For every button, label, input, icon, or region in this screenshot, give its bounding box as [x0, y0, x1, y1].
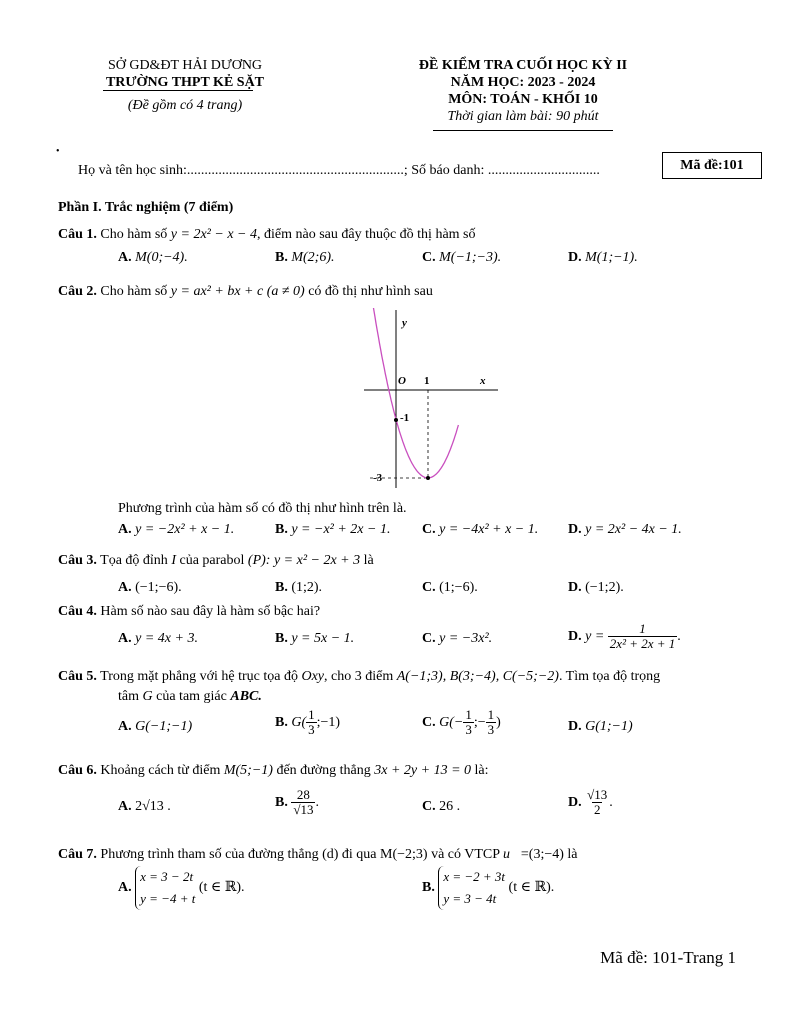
q1-option-b[interactable]: B. M(2;6). — [275, 250, 335, 265]
question-3: Câu 3. Tọa độ đỉnh I của parabol (P): y = x² − 2x + 3 là — [58, 553, 374, 568]
q4-option-b[interactable]: B. y = 5x − 1. — [275, 631, 355, 646]
pages-note: (Đề gồm có 4 trang) — [127, 98, 243, 113]
q4-option-d[interactable]: D. y = $\frac{1}{\text{2x² + 2x + 1}}$ . — [568, 621, 681, 652]
q5-option-a[interactable]: A. G(−1;−1) — [118, 719, 193, 734]
tick-y-neg1: -1 — [400, 412, 410, 424]
header-left — [60, 57, 310, 114]
header-left-underline — [103, 90, 253, 91]
question-2: Câu 2. Cho hàm số y = ax² + bx + c (a ≠ 0) có đồ thị như hình sau — [58, 284, 433, 299]
q2-option-c[interactable]: C. y = −4x² + x − 1. — [422, 522, 539, 537]
q2-formula: y = ax² + bx + c (a ≠ 0) — [170, 284, 305, 299]
q2-option-d[interactable]: D. y = 2x² − 4x − 1. — [568, 522, 682, 537]
question-6: Câu 6. Khoảng cách từ điểm M(5;−1) đến đường thẳng 3x + 2y + 13 = 0 là: — [58, 763, 489, 778]
q4-option-c[interactable]: C. y = −3x². — [422, 631, 493, 646]
origin-label: O — [398, 375, 406, 387]
q2-after-text: Phương trình của hàm số có đồ thị như hình trên là. — [118, 501, 407, 516]
header-right-underline — [433, 130, 613, 131]
q2-option-b[interactable]: B. y = −x² + 2x − 1. — [275, 522, 391, 537]
q6-option-a[interactable]: A. 2√13 . — [118, 799, 171, 814]
exam-year: NĂM HỌC: 2023 - 2024 — [450, 75, 596, 90]
q4-option-a[interactable]: A. y = 4x + 3. — [118, 631, 198, 646]
x-axis-label: x — [480, 375, 486, 387]
dept-name: SỞ GD&ĐT HẢI DƯƠNG — [107, 58, 263, 73]
q2-option-a[interactable]: A. y = −2x² + x − 1. — [118, 522, 235, 537]
question-7: Câu 7. Phương trình tham số của đường thẳng (d) đi qua M(−2;3) và có VTCP u⃗=(3;−4) là — [58, 847, 578, 862]
question-5-line2: tâm G của tam giác ABC. — [118, 689, 262, 704]
parabola-graph — [360, 308, 500, 488]
question-4: Câu 4. Hàm số nào sau đây là hàm số bậc hai? — [58, 604, 321, 619]
student-info-line: Họ và tên học sinh:..............................................................; Số báo danh: ................................ — [78, 163, 600, 178]
question-1: Câu 1. Cho hàm số y = 2x² − x − 4, điểm nào sau đây thuộc đồ thị hàm số — [58, 227, 476, 242]
tick-y-neg3: -3 — [373, 472, 383, 484]
q6-option-d[interactable]: D. $\frac{√13}{2}$ . — [568, 787, 613, 818]
q3-option-d[interactable]: D. (−1;2). — [568, 580, 624, 595]
q3-option-b[interactable]: B. (1;2). — [275, 580, 323, 595]
page-footer: Mã đề: 101-Trang 1 — [600, 948, 736, 967]
q3-formula: (P): y = x² − 2x + 3 — [247, 553, 361, 568]
tick-x-1: 1 — [424, 375, 430, 387]
q1-formula: y = 2x² − x − 4 — [170, 227, 257, 242]
point-0-neg1 — [394, 418, 398, 422]
exam-code-box: Mã đề:101 — [662, 152, 762, 179]
q7-option-a[interactable]: A. x = 3 − 2t y = −4 + t (t ∈ ℝ). — [118, 866, 245, 910]
dot-mark: • — [56, 146, 60, 157]
q6-option-c[interactable]: C. 26 . — [422, 799, 461, 814]
q3-option-a[interactable]: A. (−1;−6). — [118, 580, 182, 595]
q5-option-c[interactable]: C. G(− $\frac{1}{3}$ ;− $\frac{1}{3}$ ) — [422, 707, 501, 738]
q6-option-b[interactable]: B. $\frac{28}{√13}$ . — [275, 787, 319, 818]
q1-option-a[interactable]: A. M(0;−4). — [118, 250, 188, 265]
q5-option-d[interactable]: D. G(1;−1) — [568, 719, 633, 734]
y-axis-label: y — [402, 317, 407, 329]
header-right — [396, 57, 650, 125]
q5-option-b[interactable]: B. G( $\frac{1}{3}$ ;−1) — [275, 707, 341, 738]
exam-time: Thời gian làm bài: 90 phút — [447, 109, 599, 124]
school-name: TRƯỜNG THPT KẺ SẶT — [105, 75, 265, 90]
q1-option-c[interactable]: C. M(−1;−3). — [422, 250, 502, 265]
parabola-curve — [366, 308, 459, 478]
question-5: Câu 5. Trong mặt phẳng với hệ trục tọa độ Oxy, cho 3 điểm A(−1;3), B(3;−4), C(−5;−2). Tìm tọa độ trọng — [58, 669, 661, 684]
q7-option-b[interactable]: B. x = −2 + 3t y = 3 − 4t (t ∈ ℝ). — [422, 866, 554, 910]
vertex-point — [426, 476, 430, 480]
q3-option-c[interactable]: C. (1;−6). — [422, 580, 478, 595]
q1-option-d[interactable]: D. M(1;−1). — [568, 250, 638, 265]
exam-subject: MÔN: TOÁN - KHỐI 10 — [448, 92, 598, 107]
exam-title: ĐỀ KIỂM TRA CUỐI HỌC KỲ II — [418, 58, 628, 73]
part1-title: Phần I. Trắc nghiệm (7 điểm) — [58, 200, 234, 215]
